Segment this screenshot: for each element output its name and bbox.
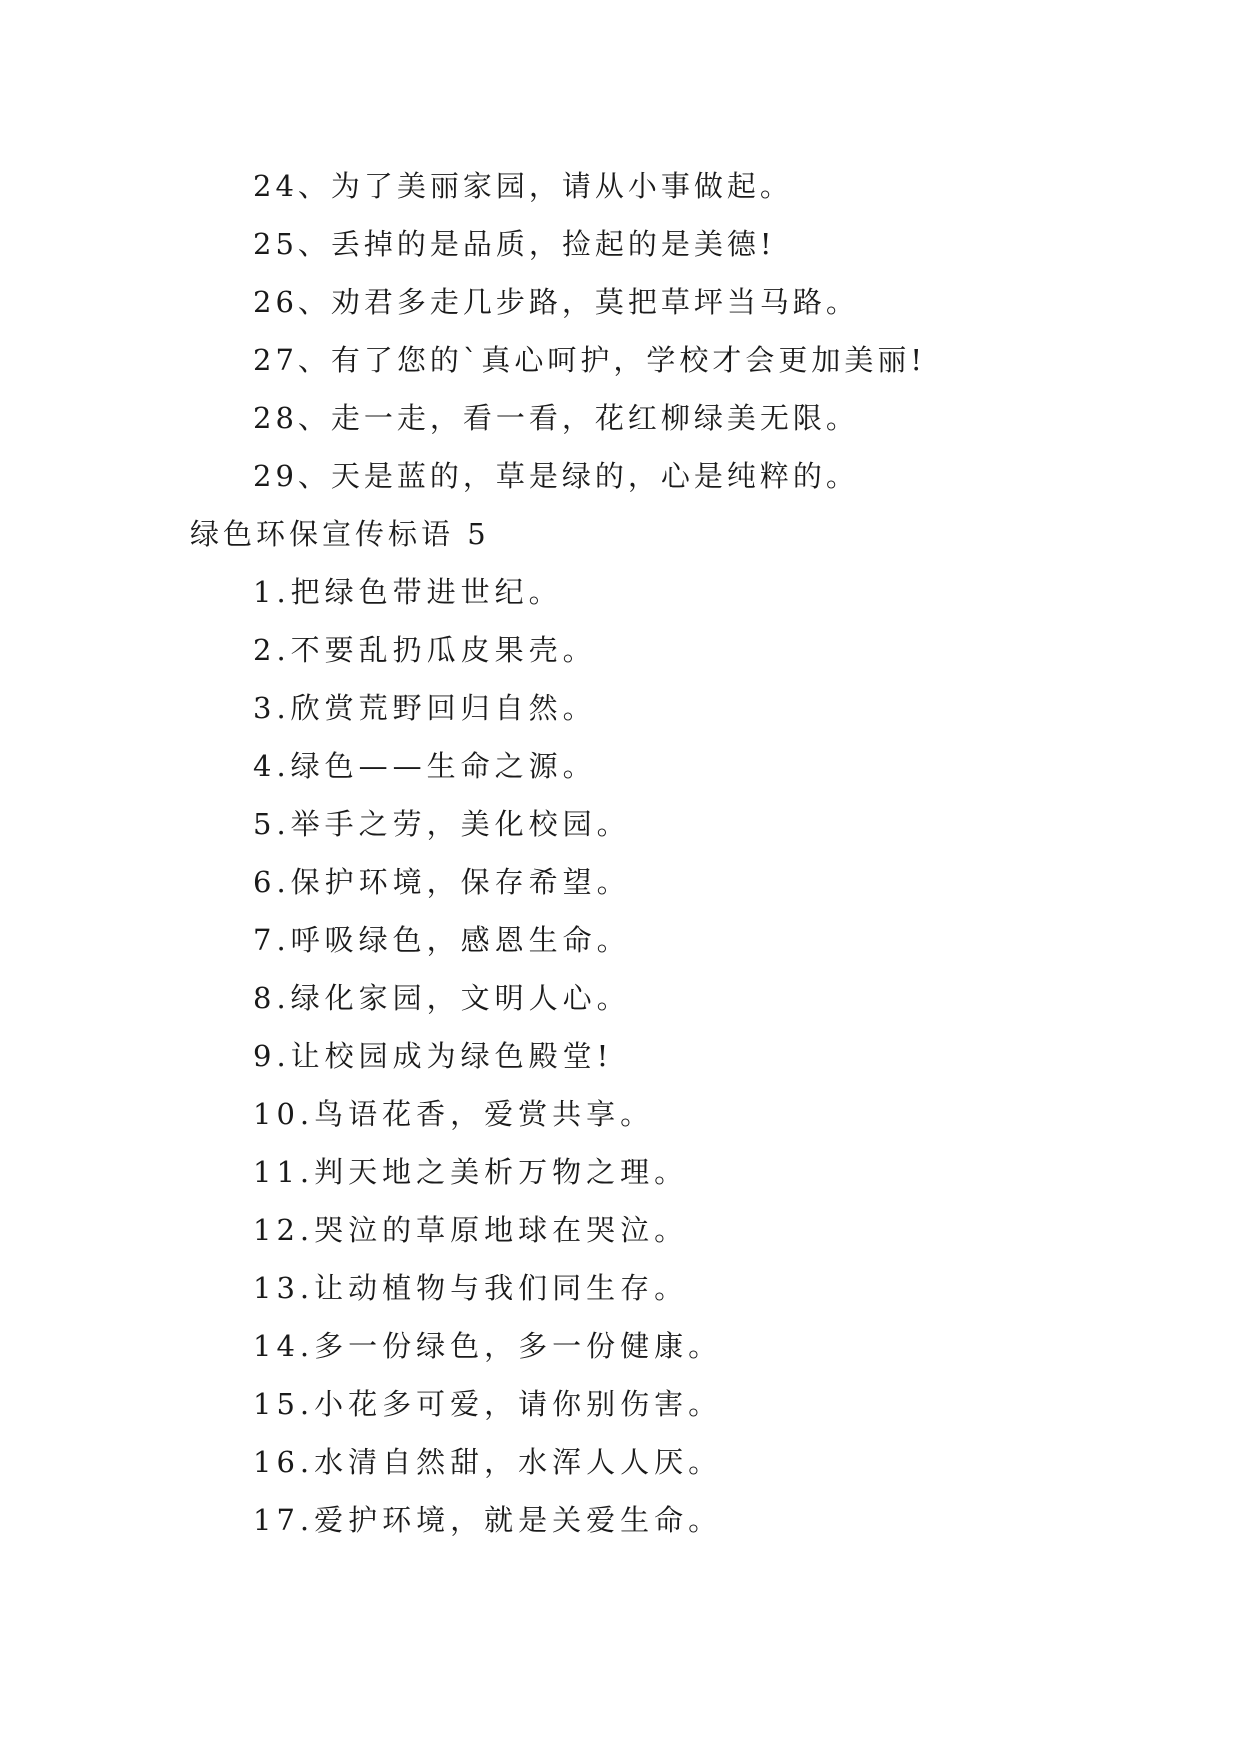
- list-item: 1.把绿色带进世纪。: [253, 575, 563, 609]
- list-item: 13.让动植物与我们同生存。: [253, 1271, 689, 1305]
- list-item: 4.绿色——生命之源。: [253, 749, 597, 783]
- list-item: 26、劝君多走几步路，莫把草坪当马路。: [253, 285, 859, 319]
- list-item: 10.鸟语花香，爱赏共享。: [253, 1097, 655, 1131]
- list-item: 14.多一份绿色，多一份健康。: [253, 1329, 723, 1363]
- list-item: 16.水清自然甜，水浑人人厌。: [253, 1445, 723, 1479]
- list-item: 12.哭泣的草原地球在哭泣。: [253, 1213, 689, 1247]
- list-item: 3.欣赏荒野回归自然。: [253, 691, 597, 725]
- list-item: 6.保护环境，保存希望。: [253, 865, 631, 899]
- list-item: 24、为了美丽家园，请从小事做起。: [253, 169, 793, 203]
- section-heading: 绿色环保宣传标语 5: [190, 517, 490, 551]
- list-item: 9.让校园成为绿色殿堂!: [253, 1039, 614, 1073]
- list-item: 17.爱护环境，就是关爱生命。: [253, 1503, 723, 1537]
- list-item: 27、有了您的`真心呵护，学校才会更加美丽!: [253, 343, 927, 377]
- list-item: 11.判天地之美析万物之理。: [253, 1155, 689, 1189]
- list-item: 28、走一走，看一看，花红柳绿美无限。: [253, 401, 859, 435]
- list-item: 7.呼吸绿色，感恩生命。: [253, 923, 631, 957]
- list-item: 2.不要乱扔瓜皮果壳。: [253, 633, 597, 667]
- list-item: 25、丢掉的是品质，捡起的是美德!: [253, 227, 776, 261]
- list-item: 5.举手之劳，美化校园。: [253, 807, 631, 841]
- list-item: 15.小花多可爱，请你别伤害。: [253, 1387, 723, 1421]
- list-item: 29、天是蓝的，草是绿的，心是纯粹的。: [253, 459, 859, 493]
- list-item: 8.绿化家园，文明人心。: [253, 981, 631, 1015]
